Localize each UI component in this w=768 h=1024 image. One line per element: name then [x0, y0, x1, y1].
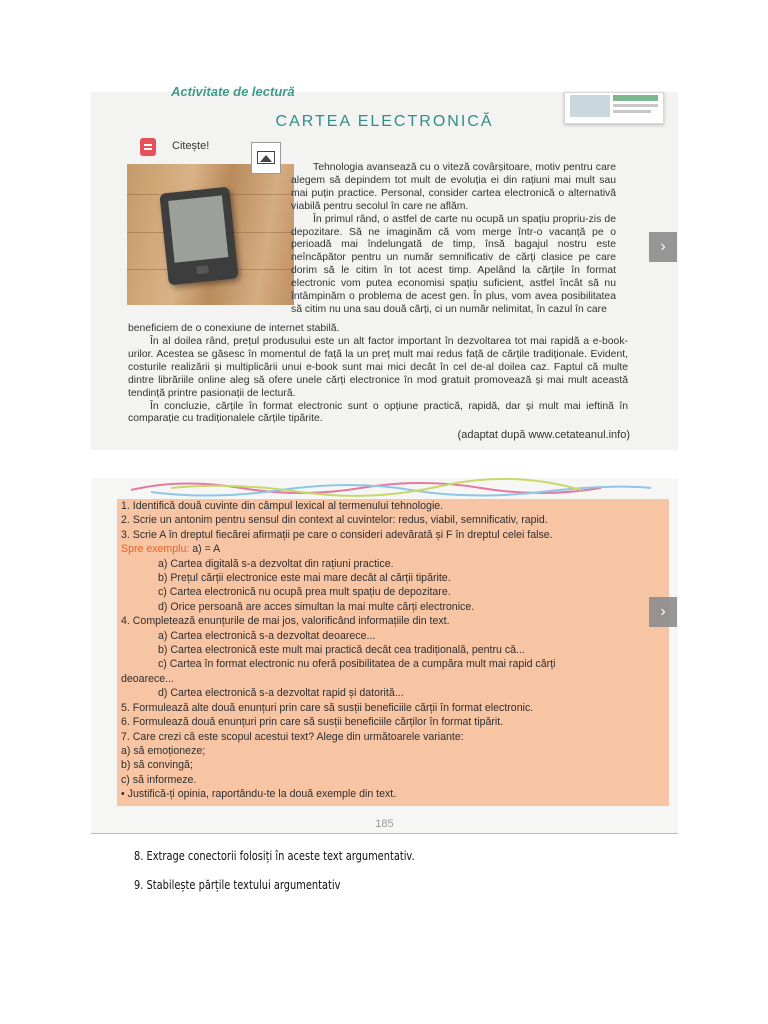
exercise-7b: b) să convingă;	[121, 759, 193, 772]
exercise-4c-cont: deoarece...	[121, 672, 175, 685]
exercise-3: 3. Scrie A în dreptul fiecărei afirmații pe care o consideri adevărată și F în dreptul celei false.	[121, 528, 553, 541]
section-heading: Activitate de lectură	[171, 84, 295, 99]
divider	[91, 833, 678, 834]
paragraph-2-end: beneficiem de o conexiune de internet stabilă.	[128, 323, 340, 334]
exercise-6: 6. Formulează două enunțuri prin care să susții beneficiile cărților în format tipărit.	[121, 716, 504, 729]
example-label: Spre exemplu:	[121, 543, 190, 556]
ebook-photo	[127, 164, 294, 305]
page-exercises	[91, 478, 678, 834]
source-citation: (adaptat după www.cetateanul.info)	[457, 429, 630, 441]
page-number: 185	[375, 818, 394, 830]
exercise-4a: a) Cartea electronică s-a dezvoltat deoarece...	[158, 629, 376, 642]
exercise-7c: c) să informeze.	[121, 773, 197, 786]
page-title: CARTEA ELECTRONICĂ	[275, 113, 494, 130]
exercise-7d: • Justifică-ți opinia, raportându-te la două exemple din text.	[121, 788, 397, 801]
exercise-1: 1. Identifică două cuvinte din câmpul lexical al termenului tehnologie.	[121, 500, 444, 512]
example-line	[121, 542, 666, 556]
example-value: a) = A	[189, 543, 221, 556]
chevron-right-icon: ›	[660, 603, 666, 620]
exercise-3b: b) Prețul cărții electronice este mai mare decât al cărții tipărite.	[158, 572, 451, 585]
exercise-4c: c) Cartea în format electronic nu oferă posibilitatea de a cumpăra mult mai rapid cărți	[158, 658, 556, 671]
exercise-list	[121, 499, 666, 802]
question-9: 9. Stabilește părțile textului argumentativ	[134, 878, 341, 892]
paragraph-1: Tehnologia avansează cu o viteză covârșitoare, motiv pentru care alegem să depindem tot mult de evoluția ei din rațiuni mai mult sau mai puțin practice. Personal, consider cartea electronică o alternativă viabilă pentru secolul în care ne aflăm. În primul rând, o astfel de carte nu ocupă un spațiu propriu-zis de depozitare. Să ne imaginăm că vom merge într-o vacanță pe o perioadă mai îndelungată de timp, însă bagajul nostru este neîncăpător pentru un număr semnificativ de cărți clasice pe care dorim să le citim în tot acest timp. Apelând la cărțile în format electronic vom putea economisi spațiu suficient, astfel încât să nu întâmpinăm o problema de acest gen. În plus, vom avea posibilitatea să citim nu una sau două cărți, ci un număr nelimitat, în cazul în care	[291, 162, 616, 315]
exercise-2: 2. Scrie un antonim pentru sensul din context al cuvintelor: redus, viabil, semnificativ, rapid.	[121, 514, 548, 527]
question-8: 8. Extrage conectorii folosiți în aceste text argumentativ.	[134, 849, 415, 863]
next-page-arrow-2[interactable]	[649, 597, 677, 627]
exercise-4d: d) Cartea electronică s-a dezvoltat rapid și datorită...	[158, 687, 404, 700]
exercise-4b: b) Cartea electronică este mult mai practică decât cea tradițională, pentru că...	[158, 644, 525, 657]
exercise-3d: d) Orice persoană are acces simultan la mai multe cărți electronice.	[158, 600, 475, 613]
ebook-reader-illustration	[159, 187, 238, 286]
exercise-5: 5. Formulează alte două enunțuri prin care să susții beneficiile cărții în format electronic.	[121, 701, 534, 714]
page-reading	[91, 84, 678, 450]
image-icon[interactable]	[251, 142, 281, 174]
decorative-swirl	[91, 478, 678, 500]
book-icon	[140, 138, 156, 156]
exercise-7a: a) să emoționeze;	[121, 744, 206, 757]
exercise-3c: c) Cartea electronică nu ocupă prea mult spațiu de depozitare.	[158, 586, 451, 599]
exercise-7: 7. Care crezi că este scopul acestui text? Alege din următoarele variante:	[121, 730, 464, 743]
exercise-4: 4. Completează enunțurile de mai jos, valorificând informațiile din text.	[121, 615, 450, 628]
chevron-right-icon: ›	[660, 238, 666, 255]
exercise-3a: a) Cartea digitală s-a dezvoltat din rațiuni practice.	[158, 557, 394, 570]
paragraph-3: În al doilea rând, prețul produsului este un alt factor important în dezvoltarea tot mai rapidă a e-book-urilor. Acestea se găsesc în momentul de față la un preț mult mai redus față de cărțile tradiționale. Evident, costurile realizării și multiplicării unui e-book sunt mai mici decât în cel de-al doilea caz. Faptul că multe dintre librăriile online aleg să ofere unele cărți electronice în mod gratuit promovează și mai mult această tendință printre pasionații de lectură. În concluzie, cărțile în format electronic sunt o opțiune practică, rapidă, dar și mult mai ieftină în comparație cu tradiționalele cărțile tipărite.	[128, 336, 628, 425]
next-page-arrow-1[interactable]	[649, 232, 677, 262]
read-label: Citește!	[172, 140, 210, 152]
